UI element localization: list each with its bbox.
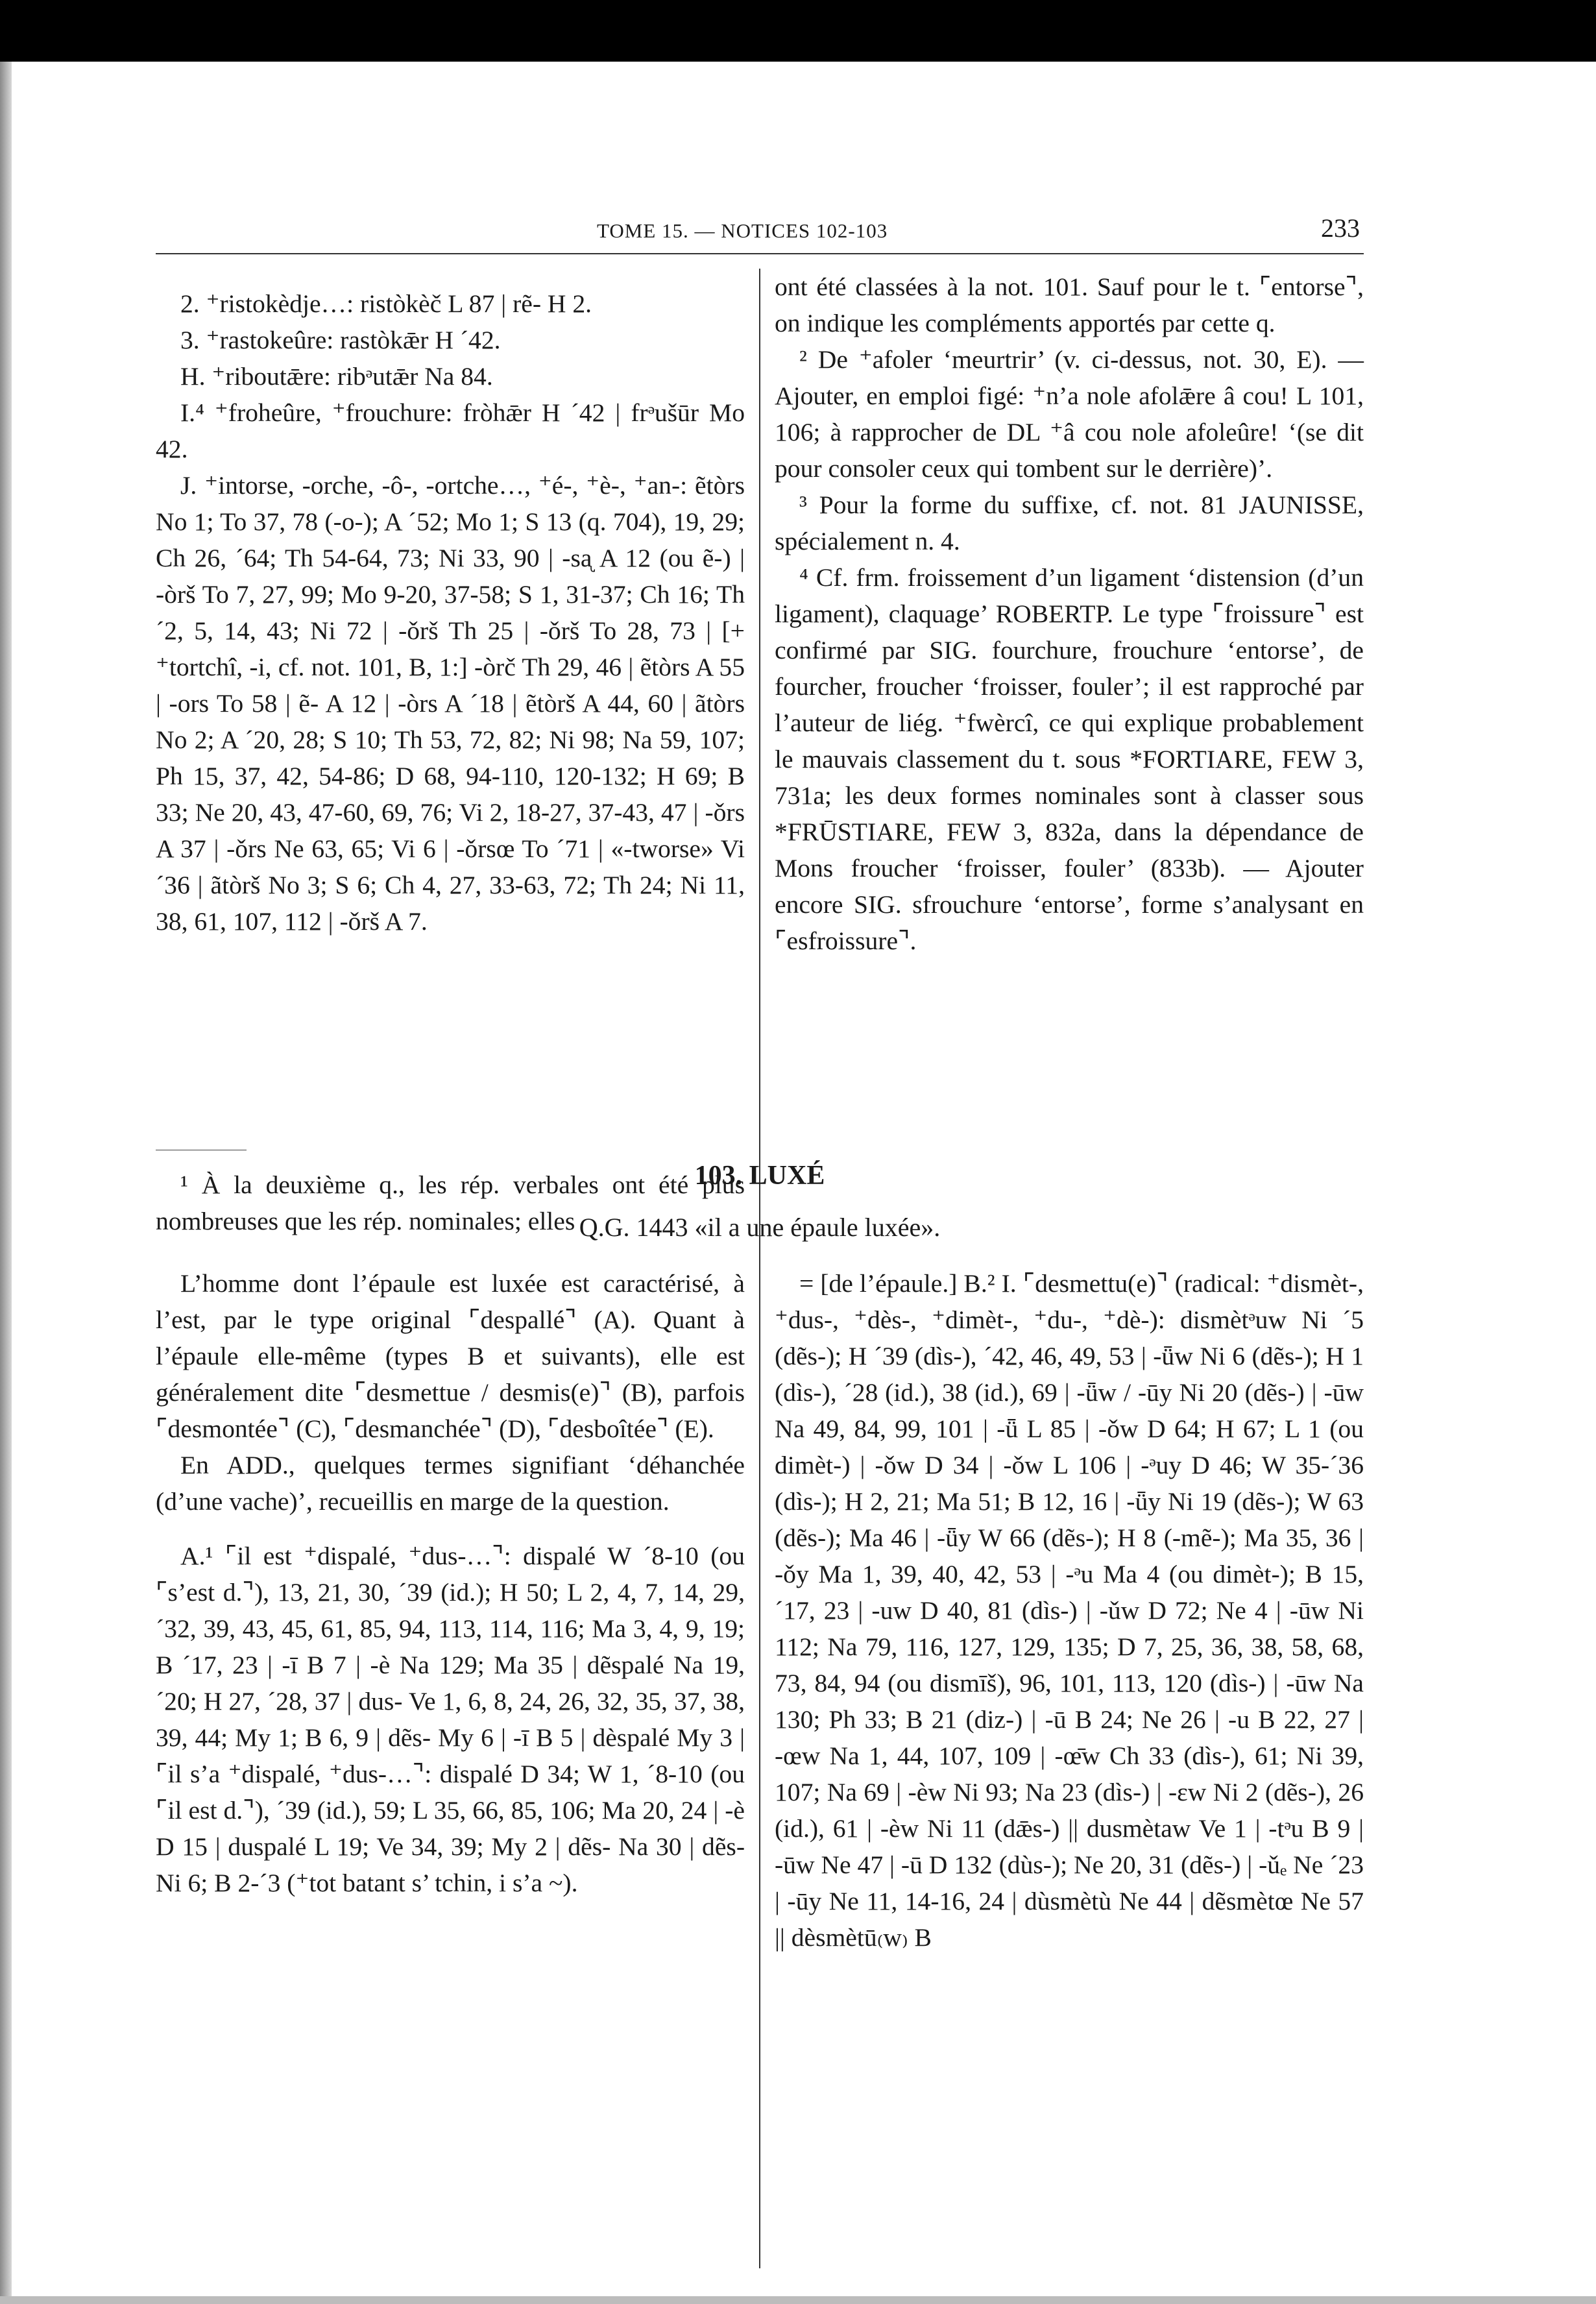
section-heading: 103. LUXÉ bbox=[694, 1161, 825, 1191]
page-number: 233 bbox=[1321, 213, 1360, 243]
section-question: Q.G. 1443 «il a une épaule luxée». bbox=[579, 1213, 941, 1242]
notice-102-right-column bbox=[775, 269, 1364, 959]
footnote-2: ² De ⁺afoler ‘meurtrir’ (v. ci-dessus, not. 30, E). — Ajouter, en emploi figé: ⁺n’a nole afolǣre â cou! L 101, 106; à rapprocher de DL ⁺â cou nole afoleûre! ‘(se dit pour consoler ceux qui tombent sur le derrière)’. bbox=[775, 345, 1364, 483]
notice-103-left-column bbox=[156, 1265, 745, 1901]
scan-top-band bbox=[0, 0, 1596, 62]
notice-103-right-column bbox=[775, 1265, 1364, 1956]
entry-paragraph: H. ⁺riboutǣre: ribᵊutǣr Na 84. bbox=[180, 362, 493, 391]
footnote-3: ³ Pour la forme du suffixe, cf. not. 81 JAUNISSE, spécialement n. 4. bbox=[775, 491, 1364, 555]
scan-left-edge bbox=[0, 62, 12, 2304]
type-a-paragraph: A.¹ ⌜il est ⁺dispalé, ⁺dus-…⌝: dispalé W ´8-10 (ou ⌜s’est d.⌝), 13, 21, 30, ´39 (id.); H 50; L 2, 4, 7, 14, 29, ´32, 39, 43, 45, 61, 85, 94, 113, 114, 116; Ma 3, 4, 9, 19; B ´17, 23 | -ī B 7 | -è Na 129; Ma 35 | dẽspalé Na 19, ´20; H 27, ´28, 37 | dus- Ve 1, 6, 8, 24, 26, 32, 35, 37, 38, 39, 44; My 1; B 6, 9 | dẽs- My 6 | -ī B 5 | dèspalé My 3 | ⌜il s’a ⁺dispalé, ⁺dus-…⌝: dispalé D 34; W 1, ´8-10 (ou ⌜il est d.⌝), ´39 (id.), 59; L 35, 66, 85, 106; Ma 20, 24 | -è D 15 | duspalé L 19; Ve 34, 39; My 2 | dẽs- Na 30 | dẽs- Ni 6; B 2-´3 (⁺tot batant s’ tchin, i s’a ~). bbox=[156, 1542, 745, 1897]
entry-paragraph: J. ⁺intorse, -orche, -ô-, -ortche…, ⁺é-, ⁺è-, ⁺an-: ẽtòrs No 1; To 37, 78 (-o-); A ´52; Mo 1; S 13 (q. 704), 19, 29; Ch 26, ´64; Th 54-64, 73; Ni 33, 90 | -sᶏ A 12 (ou ẽ-) | -òrš To 7, 27, 99; Mo 9-20, 37-58; S 1, 31-37; Ch 16; Th ´2, 5, 14, 43; Ni 72 | -ǒrš Th 25 | -ǒrš To 28, 73 | [+ ⁺tortchî, -i, cf. not. 101, B, 1:] -òrč Th 29, 46 | ẽtòrs A 55 | -ors To 58 | ẽ- A 12 | -òrs A ´18 | ẽtòrš A 44, 60 | ãtòrs No 2; A ´20, 28; S 10; Th 53, 72, 82; Ni 98; Na 59, 107; Ph 15, 37, 42, 54-86; D 68, 94-110, 120-132; H 69; B 33; Ne 20, 43, 47-60, 69, 76; Vi 2, 18-27, 37-43, 47 | -ǒrs A 37 | -ǒrs Ne 63, 65; Vi 6 | -ǒrsœ To ´71 | «-tworse» Vi ´36 | ãtòrš No 3; S 6; Ch 4, 27, 33-63, 72; Th 24; Ni 11, 38, 61, 107, 112 | -ǒrš A 7. bbox=[156, 471, 745, 936]
entry-paragraph: 3. ⁺rastokeûre: rastòkǣr H ´42. bbox=[180, 326, 501, 354]
type-b-paragraph: = [de l’épaule.] B.² I. ⌜desmettu(e)⌝ (radical: ⁺dismèt-, ⁺dus-, ⁺dès-, ⁺dimèt-, ⁺du-, ⁺dè-): dismètᵊuw Ni ´5 (dẽs-); H ´39 (dìs-), ´42, 46, 49, 53 | -ǖw Ni 6 (dẽs-); H 1 (dìs-), ´28 (id.), 38 (id.), 69 | -ǖw / -ūy Ni 20 (dẽs-) | -ūw Na 49, 84, 99, 101 | -ǖ L 85 | -ǒw D 64; H 67; L 1 (ou dimèt-) | -ǒw D 34 | -ǒw L 106 | -ᵊuy D 46; W 35-´36 (dìs-); H 2, 21; Ma 51; B 12, 16 | -ǖy Ni 19 (dẽs-); W 63 (dẽs-); Ma 46 | -ǖy W 66 (dẽs-); H 8 (-mẽ-); Ma 35, 36 | -ǒy Ma 1, 39, 40, 42, 53 | -ᵊu Ma 4 (ou dimèt-); B 15, ´17, 23 | -uw D 40, 81 (dìs-) | -ǔw D 72; Ne 4 | -ūw Ni 112; Na 79, 116, 127, 129, 135; D 7, 25, 36, 38, 58, 68, 73, 84, 94 (ou dismīš), 96, 101, 113, 120 (dìs-) | -ūw Na 130; Ph 33; B 21 (diz-) | -ū B 24; Ne 26 | -u B 22, 27 | -œw Na 1, 44, 107, 109 | -œ̄w Ch 33 (dìs-), 61; Ni 39, 107; Na 69 | -èw Ni 93; Na 23 (dìs-) | -ɛw Ni 2 (dẽs-), 26 (id.), 61 | -èw Ni 11 (dǣs-) || dusmètaw Ve 1 | -tᵊu B 9 | -ūw Ne 47 | -ū D 132 (dùs-); Ne 20, 31 (dẽs-) | -ǔₑ Ne ´23 | -ūy Ne 11, 14-16, 24 | dùsmètù Ne 44 | dẽsmètœ Ne 57 || dèsmètū₍w₎ B bbox=[775, 1269, 1364, 1952]
footnote-continuation: ont été classées à la not. 101. Sauf pour le t. ⌜entorse⌝, on indique les compléments apportés par cette q. bbox=[775, 273, 1364, 337]
entry-paragraph: 2. ⁺ristokèdje…: ristòkèč L 87 | rẽ- H 2. bbox=[180, 289, 592, 318]
scan-bottom-edge bbox=[0, 2296, 1596, 2304]
footnote-4: ⁴ Cf. frm. froissement d’un ligament ‘distension (d’un ligament), claquage’ ROBERTP. Le type ⌜froissure⌝ est confirmé par SIG. fourchure, frouchure ‘entorse’, de fourcher, froucher ‘froisser, fouler’; il est rapproché par l’auteur de liég. ⁺fwèrcî, ce qui explique probablement le mauvais classement du t. sous *FORTIARE, FEW 3, 731a; les deux formes nominales sont à classer sous *FRŪSTIARE, FEW 3, 832a, dans la dépendance de Mons froucher ‘froisser, fouler’ (833b). — Ajouter encore SIG. sfrouchure ‘entorse’, forme s’analysant en ⌜esfroissure⌝. bbox=[775, 563, 1364, 955]
header-rule bbox=[156, 253, 1364, 254]
entry-paragraph: I.⁴ ⁺froheûre, ⁺frouchure: fròhǣr H ´42 | frᵊušūr Mo 42. bbox=[156, 398, 745, 463]
book-page bbox=[156, 206, 1364, 2270]
intro-paragraph: L’homme dont l’épaule est luxée est caractérisé, à l’est, par le type original ⌜despallé⌝ (A). Quant à l’épaule elle-même (types B et suivants), elle est généralement dite ⌜desmettue / desmis(e)⌝ (B), parfois ⌜desmontée⌝ (C), ⌜desmanchée⌝ (D), ⌜desboîtée⌝ (E). bbox=[156, 1269, 745, 1443]
running-head-title: TOME 15. — NOTICES 102-103 bbox=[597, 219, 888, 242]
add-paragraph: En ADD., quelques termes signifiant ‘déhanchée (d’une vache)’, recueillis en marge de la question. bbox=[156, 1451, 745, 1516]
footnote-1: ¹ À la deuxième q., les rép. verbales ont été plus nombreuses que les rép. nominales; elles bbox=[156, 1170, 745, 1235]
running-head bbox=[156, 206, 1364, 245]
column-divider-bottom bbox=[759, 1269, 760, 2268]
notice-102-left-column bbox=[156, 285, 745, 940]
